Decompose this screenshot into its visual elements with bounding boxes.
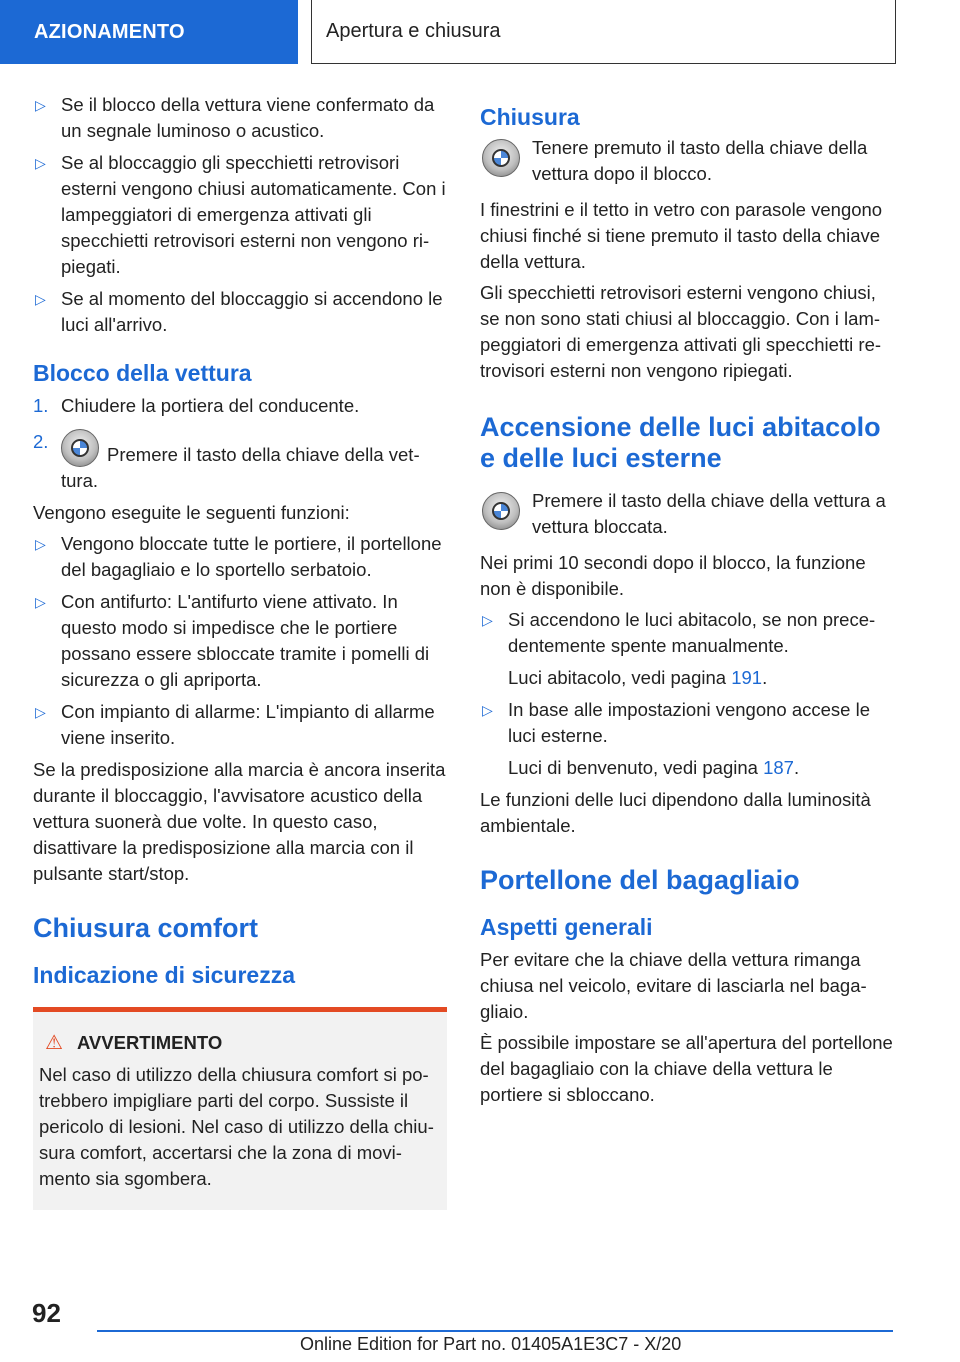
heading-accensione-luci: Accensione delle luci abitacolo e delle luci esterne <box>480 412 881 473</box>
icon-instruction: Tenere premuto il tasto della chiave della vettura dopo il blocco. <box>480 135 896 187</box>
triangle-bullet-icon: ▷ <box>35 97 46 113</box>
vehicle-key-button-icon <box>482 492 520 530</box>
triangle-bullet-icon: ▷ <box>35 155 46 171</box>
list-item: ▷ In base alle impostazioni vengono accese le luci esterne. <box>482 699 871 746</box>
heading-chiusura: Chiusura <box>480 104 580 130</box>
right-column <box>480 92 896 1113</box>
section-tab: AZIONAMENTO <box>0 0 298 64</box>
paragraph-predisposizione: Se la predisposizione alla marcia è ancora inserita durante il bloccaggio, l'avvisatore acustico della vettura suonerà due volte. In questo caso, disattivare la predisposizione alla marcia con il pulsante start/stop. <box>33 759 446 884</box>
icon-instruction: Premere il tasto della chiave della vettura a vettura bloccata. <box>480 488 896 540</box>
page-reference: Luci di benvenuto, vedi pagina 187. <box>508 757 800 778</box>
warning-text: Nel caso di utilizzo della chiusura comfort si potrebbero impigliare parti del corpo. Sussiste il pericolo di lesioni. Nel caso di utilizzo della chiusura comfort, accertarsi che la zona di movimento sia sgombera. <box>39 1064 434 1189</box>
paragraph: Nei primi 10 secondi dopo il blocco, la funzione non è disponibile. <box>480 552 866 599</box>
page-reference: Luci abitacolo, vedi pagina 191. <box>508 667 768 688</box>
triangle-bullet-icon: ▷ <box>482 612 493 628</box>
heading-blocco-vettura: Blocco della vettura <box>33 360 252 386</box>
list-item: ▷ Se il blocco della vettura viene confermato da un segnale luminoso o acustico. <box>35 94 435 141</box>
page-header <box>0 0 960 66</box>
page-link-191[interactable]: 191 <box>731 667 763 688</box>
list-item: ▷ Con antifurto: L'antifurto viene attivato. In questo modo si impedisce che le portiere possano essere sbloccate tramite i pomelli di sicurezza o gli apriporta. <box>35 591 430 690</box>
page-link-187[interactable]: 187 <box>763 757 794 778</box>
paragraph: Le funzioni delle luci dipendono dalla luminosità ambientale. <box>480 789 871 836</box>
chapter-title: Apertura e chiusura <box>311 0 896 64</box>
list-item: ▷ Con impianto di allarme: L'impianto di allarme viene inserito. <box>35 701 435 748</box>
warning-title: ⚠ AVVERTIMENTO <box>45 1032 223 1054</box>
footer-edition: Online Edition for Part no. 01405A1E3C7 - X/20 <box>300 1334 682 1354</box>
functions-intro: Vengono eseguite le seguenti funzioni: <box>33 502 350 523</box>
triangle-bullet-icon: ▷ <box>35 594 46 610</box>
footer-divider <box>97 1330 893 1332</box>
heading-chiusura-comfort: Chiusura comfort <box>33 913 259 943</box>
warning-triangle-icon: ⚠ <box>45 1032 63 1054</box>
step-item: 1. Chiudere la portiera del conducente. <box>33 395 360 416</box>
vehicle-key-button-icon <box>482 139 520 177</box>
list-item: ▷ Si accendono le luci abitacolo, se non precedentemente spente manualmente. <box>482 609 876 656</box>
triangle-bullet-icon: ▷ <box>482 702 493 718</box>
triangle-bullet-icon: ▷ <box>35 704 46 720</box>
triangle-bullet-icon: ▷ <box>35 536 46 552</box>
paragraph: Gli specchietti retrovisori esterni vengono chiusi, se non sono stati chiusi al bloccaggio. Con i lampeggiatori di emergenza attivati gli specchietti retrovisori esterni non vengono ripiegati. <box>480 282 882 381</box>
paragraph: È possibile impostare se all'apertura del portellone del bagagliaio con la chiave della vettura le portiere si sbloccano. <box>480 1032 893 1105</box>
list-item: ▷ Se al bloccaggio gli specchietti retrovisori esterni vengono chiusi automaticamente. Con i lampeggiatori di emergenza attivati gli specchietti retrovisori esterni non vengono ripiegati. <box>35 152 446 277</box>
paragraph: I finestrini e il tetto in vetro con parasole vengono chiusi finché si tiene premuto il tasto della chiave della vettura. <box>480 199 883 272</box>
heading-aspetti-generali: Aspetti generali <box>480 914 653 940</box>
list-item: ▷ Vengono bloccate tutte le portiere, il portellone del bagagliaio e lo sportello serbatoio. <box>35 533 442 580</box>
step-item: 2. Premere il tasto della chiave della vettura. <box>33 431 420 491</box>
heading-portellone: Portellone del bagagliaio <box>480 865 800 895</box>
heading-indicazione-sicurezza: Indicazione di sicurezza <box>33 962 296 988</box>
warning-box <box>33 1007 447 1210</box>
paragraph: Per evitare che la chiave della vettura rimanga chiusa nel veicolo, evitare di lasciarla nel bagagliaio. <box>480 949 867 1022</box>
list-item: ▷ Se al momento del bloccaggio si accendono le luci all'arrivo. <box>35 288 443 335</box>
vehicle-key-button-icon <box>61 429 99 467</box>
left-column <box>33 92 447 1210</box>
page-number: 92 <box>32 1298 61 1328</box>
triangle-bullet-icon: ▷ <box>35 291 46 307</box>
